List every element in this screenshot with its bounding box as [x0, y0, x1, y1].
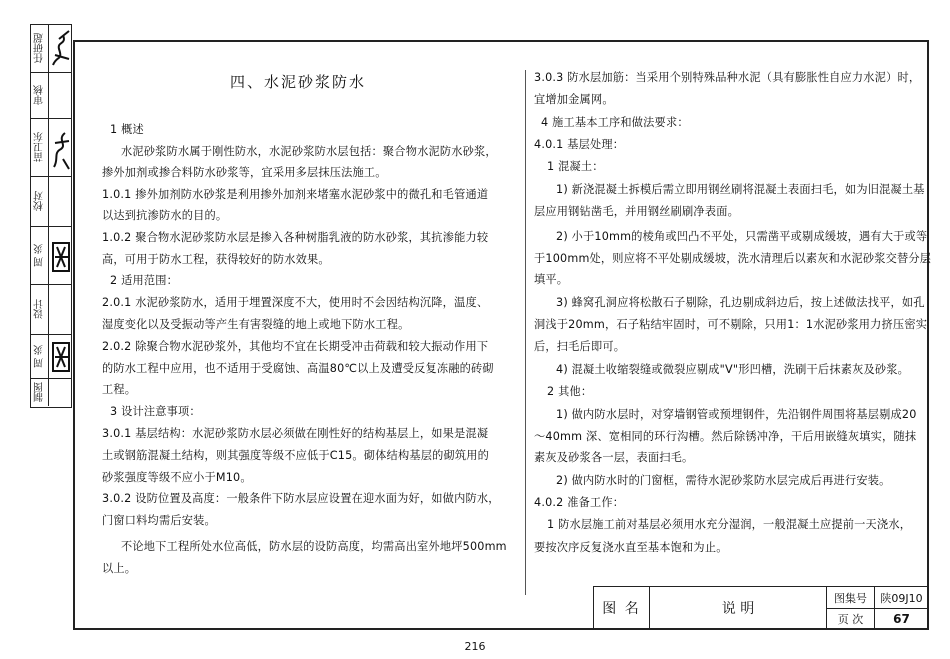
- text-line: 工程。: [102, 383, 137, 396]
- strip-cell: [31, 335, 71, 379]
- signature-mark: [48, 119, 71, 176]
- text-line: 3.0.1 基层结构：水泥砂浆防水层必须做在刚性好的结构基层上，如果是混凝: [102, 427, 489, 440]
- strip-cell: [31, 177, 71, 227]
- text-line: 层应用钢钻凿毛，并用钢丝刷刷净表面。: [534, 205, 739, 218]
- signature-mark: [48, 25, 71, 72]
- text-line: 2) 做内防水时的门窗框，需待水泥砂浆防水层完成后再进行安装。: [556, 474, 891, 487]
- text-line: 3.0.2 设防位置及高度：一般条件下防水层应设置在迎水面为好，如做内防水，: [102, 492, 500, 505]
- text-line: 砂浆强度等级不应小于M10。: [102, 471, 252, 484]
- text-line: 4 施工基本工序和做法要求：: [541, 116, 689, 129]
- text-line: 2 其他：: [547, 385, 593, 398]
- column-divider: [525, 70, 526, 595]
- text-line: 以达到抗渗防水的目的。: [102, 209, 228, 222]
- strip-cell: [31, 25, 71, 73]
- text-line: 的防水工程中应用，也不适用于受腐蚀、高温80℃以上及遭受反复冻融的砖砌: [102, 362, 494, 375]
- signature-mark: [48, 335, 71, 378]
- strip-label: 苗卫东: [34, 132, 46, 163]
- atlas-number-label: 图集号: [834, 591, 867, 605]
- strip-label: 校对: [34, 191, 46, 212]
- drawing-name-label: 图 名: [602, 601, 641, 617]
- strip-label: 任研超: [34, 33, 46, 64]
- text-line: 2 适用范围：: [110, 274, 179, 287]
- text-line: 4) 混凝土收缩裂缝或微裂应剔成"V"形凹槽，洗刷干后抹素灰及砂浆。: [556, 363, 910, 376]
- page-value: 67: [893, 612, 910, 626]
- text-line: 3.0.3 防水层加筋：当采用个别特殊品种水泥（具有膨胀性自应力水泥）时，: [534, 71, 921, 84]
- signature-mark: [48, 227, 71, 284]
- text-line: 1) 做内防水层时，对穿墙钢管或预埋钢件，先沿钢件周围将基层剔成20: [556, 408, 917, 421]
- text-line: 洞浅于20mm，石子粘结牢固时，可不剔除，只用1：1水泥砂浆用力挤压密实: [534, 318, 928, 331]
- text-line: 宜增加金属网。: [534, 93, 614, 106]
- text-line: 2.0.2 除聚合物水泥砂浆外，其他均不宜在长期受冲击荷载和较大振动作用下: [102, 340, 489, 353]
- text-line: 1 防水层施工前对基层必须用水充分湿润，一般混凝土应提前一天浇水，: [547, 518, 912, 531]
- text-line: 1) 新浇混凝土拆模后需立即用钢丝刷将混凝土表面扫毛，如为旧混凝土基: [556, 183, 925, 196]
- text-line: 以上。: [102, 562, 137, 575]
- approval-strip: [30, 24, 72, 408]
- atlas-number-value: 陕09J10: [880, 591, 923, 605]
- strip-cell: [31, 285, 71, 335]
- page-label: 页 次: [837, 613, 864, 626]
- signature-blank: [48, 73, 71, 118]
- text-line: 不论地下工程所处水位高低，防水层的设防高度，均需高出室外地坪500mm: [121, 540, 507, 553]
- text-line: 1 概述: [110, 123, 144, 136]
- text-line: 2.0.1 水泥砂浆防水，适用于埋置深度不大，使用时不会因结构沉降，温度、: [102, 296, 489, 309]
- text-line: ～40mm 深、宽相同的环行沟槽。然后除锈冲净，干后用嵌缝灰填实，随抹: [534, 430, 917, 443]
- text-line: 水泥砂浆防水属于刚性防水，水泥砂浆防水层包括：聚合物水泥防水砂浆，: [121, 145, 497, 158]
- signature-blank: [48, 379, 71, 406]
- drawing-name-value: 说 明: [721, 601, 755, 617]
- title-block: [593, 586, 929, 630]
- strip-cell: [31, 227, 71, 285]
- text-line: 2) 小于10mm的棱角或凹凸不平处，只需凿平或剔成缓坡，遇有大于或等: [556, 230, 928, 243]
- text-line: 湿度变化以及受振动等产生有害裂缝的地上或地下防水工程。: [102, 318, 410, 331]
- text-line: 3) 蜂窝孔洞应将松散石子剔除，孔边剔成斜边后，按上述做法找平，如孔: [556, 296, 925, 309]
- strip-label: 审核: [34, 85, 46, 106]
- text-line: 于100mm处，则应将不平处剔成缓坡，洗水清理后以素灰和水泥砂浆交替分层: [534, 252, 932, 265]
- text-line: 掺外加剂或掺合料防水砂浆等，宜采用多层抹压法施工。: [102, 166, 387, 179]
- text-line: 门窗口料均需后安装。: [102, 514, 216, 527]
- text-line: 高，可用于防水工程，获得较好的防水效果。: [102, 253, 330, 266]
- text-line: 土或钢筋混凝土结构，则其强度等级不应低于C15。砌体结构基层的砌筑用的: [102, 449, 490, 462]
- text-line: 素灰及砂浆各一层，表面扫毛。: [534, 451, 694, 464]
- strip-label: 周 炎: [34, 344, 46, 369]
- page-number: 216: [464, 640, 486, 653]
- strip-cell: [31, 379, 71, 406]
- section-title: 四、水泥砂浆防水: [230, 73, 367, 91]
- text-line: 1.0.1 掺外加剂防水砂浆是利用掺外加剂来堵塞水泥砂浆中的微孔和毛管通道: [102, 188, 489, 201]
- strip-label: 周 炎: [34, 243, 46, 268]
- text-line: 后，扫毛后即可。: [534, 340, 626, 353]
- text-line: 4.0.1 基层处理：: [534, 138, 625, 151]
- signature-blank: [48, 285, 71, 334]
- strip-cell: [31, 73, 71, 119]
- text-line: 要按次序反复浇水直至基本饱和为止。: [534, 541, 728, 554]
- text-line: 填平。: [534, 273, 569, 286]
- signature-blank: [48, 177, 71, 226]
- text-line: 1 混凝土：: [547, 160, 604, 173]
- strip-label: 设计: [34, 299, 46, 320]
- text-line: 4.0.2 准备工作：: [534, 496, 625, 509]
- text-line: 1.0.2 聚合物水泥砂浆防水层是掺入各种树脂乳液的防水砂浆，其抗渗能力较: [102, 231, 489, 244]
- text-line: 3 设计注意事项：: [110, 405, 201, 418]
- strip-cell: [31, 119, 71, 177]
- strip-label: 制图: [34, 382, 46, 403]
